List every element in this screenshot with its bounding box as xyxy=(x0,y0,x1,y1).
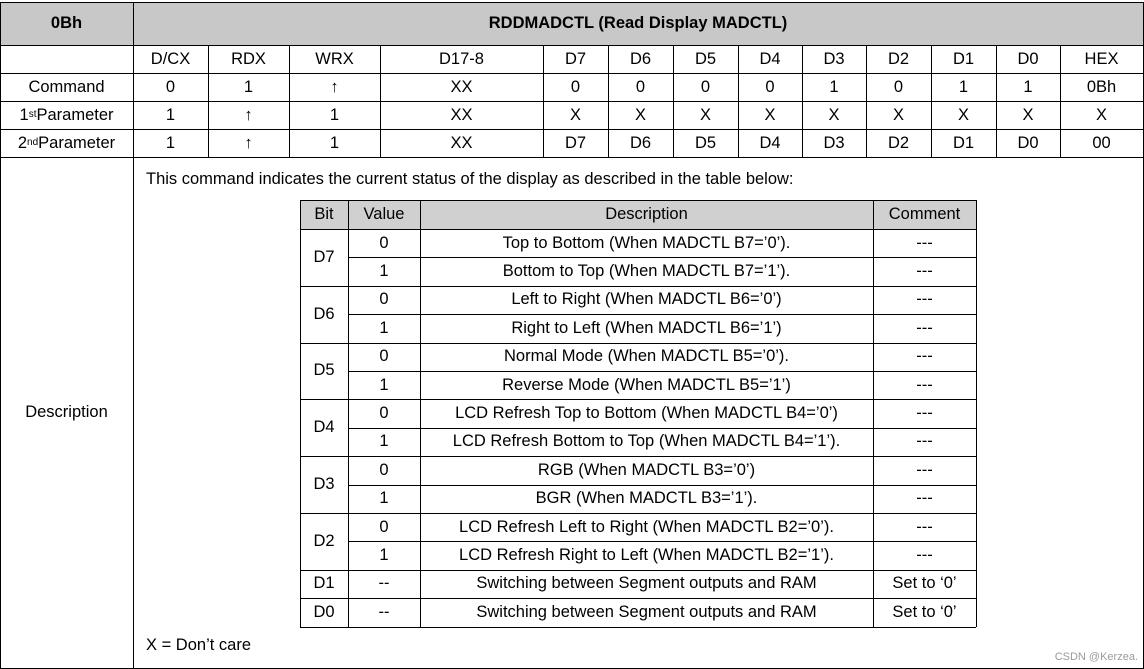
grid-line xyxy=(0,45,1143,46)
bit-description: LCD Refresh Left to Right (When MADCTL B2=’0’). xyxy=(459,517,834,536)
inner-column-header: Value xyxy=(363,205,405,223)
grid-line xyxy=(0,2,1143,3)
column-header: D1 xyxy=(952,49,975,68)
bit-description: BGR (When MADCTL B3=’1’). xyxy=(535,489,758,508)
grid-line xyxy=(300,513,976,514)
table-cell: D3 xyxy=(823,133,845,152)
grid-line xyxy=(996,45,997,157)
grid-line xyxy=(873,200,874,627)
bit-label: D4 xyxy=(313,418,335,437)
bit-value: 1 xyxy=(379,375,389,394)
column-header: D4 xyxy=(759,49,781,68)
grid-line xyxy=(300,343,976,344)
grid-line xyxy=(380,45,381,157)
table-cell: 1 xyxy=(165,133,176,152)
grid-line xyxy=(300,627,976,628)
grid-line xyxy=(0,157,1143,158)
grid-line xyxy=(300,570,976,571)
bit-comment: --- xyxy=(916,262,933,281)
grid-line xyxy=(0,101,1143,102)
table-cell: XX xyxy=(450,77,473,96)
bit-comment: Set to ‘0’ xyxy=(892,574,957,593)
table-cell: X xyxy=(764,105,776,124)
bit-description: Bottom to Top (When MADCTL B7=’1’). xyxy=(502,262,791,281)
column-header: D/CX xyxy=(150,49,191,68)
grid-line xyxy=(0,73,1143,74)
grid-line xyxy=(931,45,932,157)
table-cell: X xyxy=(634,105,646,124)
description-label: Description xyxy=(25,402,108,421)
grid-line xyxy=(543,45,544,157)
table-cell: 1 xyxy=(329,133,340,152)
bit-value: 1 xyxy=(379,318,389,337)
bit-description: Normal Mode (When MADCTL B5=’0’). xyxy=(503,347,789,366)
table-cell: 0 xyxy=(893,77,904,96)
description-intro: This command indicates the current status of the display as described in the table below: xyxy=(146,170,794,188)
bit-comment: --- xyxy=(916,233,933,252)
table-cell: D5 xyxy=(694,133,717,152)
bit-comment: --- xyxy=(916,290,933,309)
table-cell: 0 xyxy=(570,77,581,96)
bit-value: -- xyxy=(378,574,390,593)
bit-description: Left to Right (When MADCTL B6=’0’) xyxy=(511,290,782,309)
bit-description: Right to Left (When MADCTL B6=’1’) xyxy=(511,318,782,337)
bit-comment: --- xyxy=(916,347,933,366)
table-cell: 0 xyxy=(700,77,711,96)
inner-column-header: Description xyxy=(605,205,688,223)
bit-comment: --- xyxy=(916,489,933,508)
bit-comment: --- xyxy=(916,460,933,479)
command-title: RDDMADCTL (Read Display MADCTL) xyxy=(488,14,788,32)
inner-column-header: Comment xyxy=(888,205,961,223)
grid-line xyxy=(0,129,1143,130)
bit-description: LCD Refresh Top to Bottom (When MADCTL B4=’0’) xyxy=(455,404,838,423)
table-cell: X xyxy=(892,105,904,124)
bit-description: Reverse Mode (When MADCTL B5=’1’) xyxy=(502,375,791,394)
grid-line xyxy=(300,399,976,400)
grid-line xyxy=(738,45,739,157)
table-cell: 1 xyxy=(958,77,969,96)
grid-line xyxy=(348,371,976,372)
table-cell: X xyxy=(1095,105,1107,124)
grid-line xyxy=(348,485,976,486)
column-header: D5 xyxy=(694,49,717,68)
table-cell: ↑ xyxy=(244,133,253,152)
bit-comment: Set to ‘0’ xyxy=(892,602,957,621)
column-header: WRX xyxy=(315,49,354,68)
grid-line xyxy=(420,200,421,627)
grid-line xyxy=(348,257,976,258)
table-cell: X xyxy=(699,105,711,124)
grid-line xyxy=(348,541,976,542)
bit-comment: --- xyxy=(916,318,933,337)
bit-value: 0 xyxy=(379,460,389,479)
bit-comment: --- xyxy=(916,404,933,423)
grid-line xyxy=(348,314,976,315)
table-cell: 0 xyxy=(635,77,646,96)
column-header: D17-8 xyxy=(439,49,484,68)
command-code: 0Bh xyxy=(50,14,83,32)
table-cell: 1 xyxy=(329,105,340,124)
table-cell: 1 xyxy=(165,105,176,124)
grid-line xyxy=(1060,45,1061,157)
bit-value: 0 xyxy=(379,347,389,366)
table-cell: 1 xyxy=(829,77,839,96)
table-cell: X xyxy=(828,105,840,124)
table-cell: ↑ xyxy=(244,105,253,124)
table-cell: 0 xyxy=(765,77,775,96)
table-cell: XX xyxy=(450,133,473,152)
bit-label: D3 xyxy=(313,475,335,494)
grid-line xyxy=(976,200,977,627)
bit-comment: --- xyxy=(916,375,933,394)
bit-description: Top to Bottom (When MADCTL B7=’0’). xyxy=(502,233,791,252)
bit-label: D0 xyxy=(313,602,335,621)
bit-description: Switching between Segment outputs and RAM xyxy=(476,574,817,593)
grid-line xyxy=(673,45,674,157)
bit-label: D5 xyxy=(313,361,335,380)
bit-label: D7 xyxy=(313,247,335,266)
watermark: CSDN @Kerzea. xyxy=(1054,651,1138,663)
table-cell: X xyxy=(569,105,581,124)
table-cell: D0 xyxy=(1017,133,1039,152)
bit-description: Switching between Segment outputs and RAM xyxy=(476,602,817,621)
row-label: 1 st Parameter xyxy=(19,105,114,124)
grid-line xyxy=(348,200,349,627)
bit-label: D2 xyxy=(313,531,335,550)
column-header: D0 xyxy=(1017,49,1039,68)
table-cell: 0Bh xyxy=(1086,77,1117,96)
grid-line xyxy=(300,200,976,201)
row-label: 2 nd Parameter xyxy=(17,133,116,152)
grid-line xyxy=(802,45,803,157)
table-cell: 00 xyxy=(1092,133,1111,152)
bit-comment: --- xyxy=(916,432,933,451)
grid-line xyxy=(300,229,976,230)
bit-value: 1 xyxy=(379,432,389,451)
inner-column-header: Bit xyxy=(314,205,334,223)
grid-line xyxy=(0,2,1,157)
grid-line xyxy=(300,200,301,627)
grid-line xyxy=(300,598,976,599)
bit-value: 0 xyxy=(379,517,389,536)
bit-comment: --- xyxy=(916,546,933,565)
bit-description: LCD Refresh Bottom to Top (When MADCTL B4=’1’). xyxy=(452,432,841,451)
bit-label: D6 xyxy=(313,304,335,323)
table-cell: 0 xyxy=(165,77,176,96)
row-label: Command xyxy=(28,77,105,96)
bit-label: D1 xyxy=(313,574,335,593)
table-cell: D6 xyxy=(629,133,652,152)
bit-value: 0 xyxy=(379,404,389,423)
grid-line xyxy=(300,286,976,287)
table-cell: D1 xyxy=(952,133,975,152)
table-cell: XX xyxy=(450,105,473,124)
table-cell: X xyxy=(1022,105,1034,124)
grid-line xyxy=(866,45,867,157)
bit-description: RGB (When MADCTL B3=’0’) xyxy=(537,460,756,479)
bit-value: -- xyxy=(378,602,390,621)
table-cell: D7 xyxy=(564,133,587,152)
bit-value: 1 xyxy=(379,489,389,508)
bit-comment: --- xyxy=(916,517,933,536)
dont-care-note: X = Don’t care xyxy=(146,636,252,654)
column-header: D6 xyxy=(629,49,652,68)
column-header: RDX xyxy=(231,49,266,68)
grid-line xyxy=(208,45,209,157)
bit-value: 0 xyxy=(379,290,389,309)
table-cell: D4 xyxy=(759,133,781,152)
table-cell: 1 xyxy=(243,77,254,96)
bit-value: 1 xyxy=(379,262,389,281)
bit-value: 1 xyxy=(379,546,389,565)
bit-value: 0 xyxy=(379,233,389,252)
column-header: D2 xyxy=(887,49,910,68)
table-cell: D2 xyxy=(887,133,910,152)
table-cell: 1 xyxy=(1023,77,1033,96)
column-header: D3 xyxy=(823,49,845,68)
grid-line xyxy=(348,428,976,429)
column-header: HEX xyxy=(1084,49,1119,68)
bit-description: LCD Refresh Right to Left (When MADCTL B2=’1’). xyxy=(459,546,834,565)
grid-line xyxy=(289,45,290,157)
table-cell: X xyxy=(957,105,969,124)
grid-line xyxy=(300,456,976,457)
grid-line xyxy=(608,45,609,157)
column-header: D7 xyxy=(564,49,587,68)
grid-line xyxy=(133,2,134,669)
table-cell: ↑ xyxy=(330,77,339,96)
